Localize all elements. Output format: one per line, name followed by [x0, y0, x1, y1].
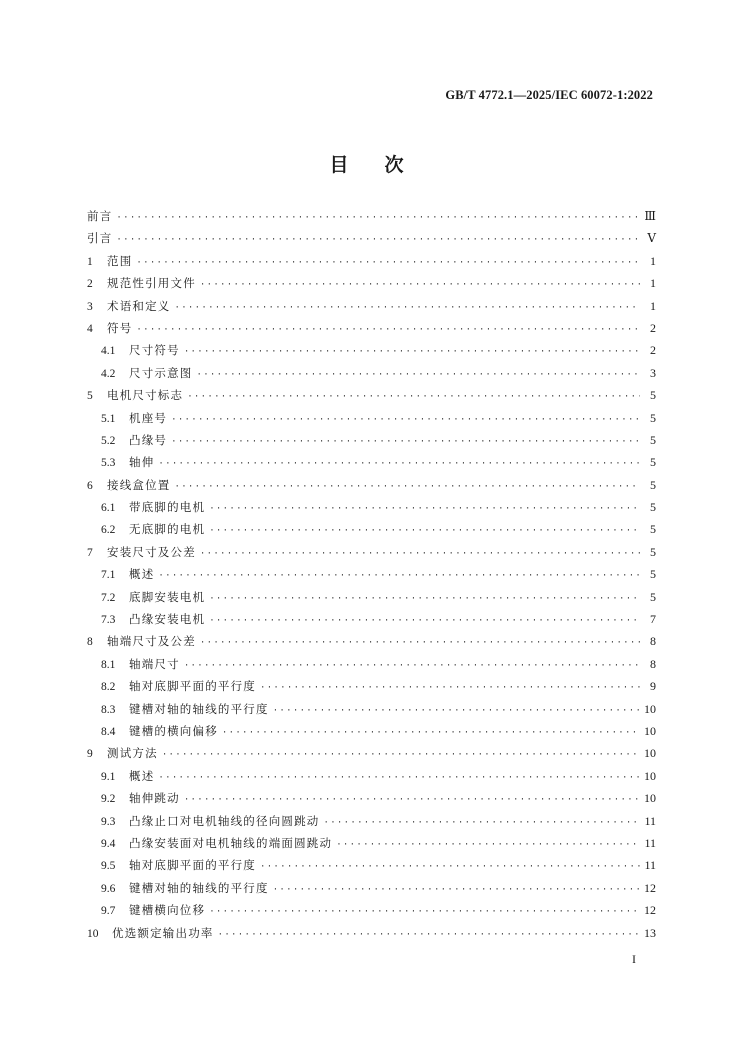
toc-entry-number: 3: [87, 300, 93, 313]
toc-dot-leader: [260, 856, 640, 878]
toc-entry-page: 2: [650, 343, 656, 358]
toc-entry-page: 1: [650, 253, 656, 268]
toc-entry-title: 安装尺寸及公差: [107, 544, 196, 559]
toc-dot-leader: [209, 520, 640, 542]
toc-dot-leader: [136, 252, 640, 274]
toc-dot-leader: [209, 498, 640, 520]
toc-entry[interactable]: [87, 877, 656, 899]
toc-entry-number: 7.1: [101, 569, 116, 582]
toc-entry-number: 6.1: [101, 502, 116, 515]
toc-entry-title: 无底脚的电机: [129, 522, 206, 537]
toc-entry-page: 11: [644, 858, 656, 873]
toc-entry-number: 5: [87, 390, 93, 403]
toc-entry-page: 7: [650, 612, 656, 627]
toc-entry[interactable]: [87, 720, 656, 742]
toc-entry[interactable]: [87, 496, 656, 518]
toc-dot-leader: [187, 386, 640, 408]
toc-entry-title: 电机尺寸标志: [107, 388, 184, 403]
document-code: GB/T 4772.1—2025/IEC 60072-1:2022: [445, 88, 653, 102]
toc-entry-number: 4.2: [101, 367, 116, 380]
toc-entry[interactable]: [87, 295, 656, 317]
toc-entry-number: 9.5: [101, 860, 116, 873]
toc-entry-title: 轴伸: [129, 455, 155, 470]
toc-entry-title: 凸缘安装电机: [129, 612, 206, 627]
toc-entry-number: 9.1: [101, 770, 116, 783]
toc-entry-title: 键槽横向位移: [129, 903, 206, 918]
table-of-contents: [87, 205, 656, 944]
toc-dot-leader: [175, 476, 641, 498]
toc-entry-title: 机座号: [129, 410, 168, 425]
toc-entry-number: 8: [87, 636, 93, 649]
toc-entry-number: 8.1: [101, 658, 116, 671]
toc-entry[interactable]: [87, 653, 656, 675]
toc-dot-leader: [200, 632, 640, 654]
toc-entry-page: 3: [650, 365, 656, 380]
toc-entry-page: 8: [650, 634, 656, 649]
toc-entry[interactable]: [87, 742, 656, 764]
toc-entry-number: 9.3: [101, 815, 116, 828]
toc-entry[interactable]: [87, 518, 656, 540]
toc-dot-leader: [336, 834, 640, 856]
toc-entry-number: 8.4: [101, 725, 116, 738]
toc-dot-leader: [200, 274, 640, 296]
toc-dot-leader: [116, 229, 640, 251]
toc-entry-title: 轴对底脚平面的平行度: [129, 858, 256, 873]
toc-entry-title: 轴伸跳动: [129, 791, 180, 806]
toc-entry[interactable]: [87, 407, 656, 429]
toc-entry[interactable]: [87, 563, 656, 585]
toc-entry[interactable]: [87, 272, 656, 294]
toc-entry-page: 5: [650, 522, 656, 537]
toc-entry[interactable]: [87, 675, 656, 697]
toc-entry-page: 13: [644, 925, 656, 940]
toc-entry-page: 12: [644, 903, 656, 918]
toc-entry-page: 1: [650, 298, 656, 313]
toc-entry-page: 10: [644, 701, 656, 716]
toc-entry-title: 凸缘安装面对电机轴线的端面圆跳动: [129, 835, 333, 850]
toc-entry-title: 轴对底脚平面的平行度: [129, 679, 256, 694]
toc-entry[interactable]: [87, 474, 656, 496]
toc-entry-page: 5: [650, 455, 656, 470]
toc-entry-number: 8.2: [101, 681, 116, 694]
toc-dot-leader: [184, 341, 640, 363]
toc-entry[interactable]: [87, 339, 656, 361]
toc-entry-page: 8: [650, 656, 656, 671]
toc-dot-leader: [273, 879, 640, 901]
toc-dot-leader: [197, 364, 641, 386]
toc-entry[interactable]: [87, 608, 656, 630]
toc-entry-page: 10: [644, 768, 656, 783]
toc-entry-number: 10: [87, 927, 99, 940]
toc-entry-title: 键槽对轴的轴线的平行度: [129, 701, 269, 716]
toc-entry[interactable]: [87, 854, 656, 876]
toc-entry-page: 5: [650, 410, 656, 425]
toc-entry-number: 7: [87, 546, 93, 559]
toc-entry-number: 4.1: [101, 345, 116, 358]
toc-entry-page: 1: [650, 276, 656, 291]
toc-entry-number: 6: [87, 479, 93, 492]
toc-entry[interactable]: [87, 227, 656, 249]
toc-entry[interactable]: [87, 451, 656, 473]
toc-entry-title: 概述: [129, 768, 155, 783]
toc-entry-title: 凸缘止口对电机轴线的径向圆跳动: [129, 813, 320, 828]
toc-entry-title: 术语和定义: [107, 298, 171, 313]
toc-entry-number: 9: [87, 748, 93, 761]
toc-entry[interactable]: [87, 832, 656, 854]
toc-entry-title: 优选额定输出功率: [112, 925, 214, 940]
toc-entry-page: 5: [650, 388, 656, 403]
toc-entry-page: 10: [644, 746, 656, 761]
toc-entry-title: 轴端尺寸及公差: [107, 634, 196, 649]
toc-dot-leader: [171, 409, 640, 431]
toc-entry-number: 7.3: [101, 614, 116, 627]
toc-entry[interactable]: [87, 899, 656, 921]
toc-entry[interactable]: [87, 384, 656, 406]
toc-entry-title: 键槽对轴的轴线的平行度: [129, 880, 269, 895]
toc-entry-page: 12: [644, 880, 656, 895]
toc-entry-number: 8.3: [101, 703, 116, 716]
toc-dot-leader: [273, 700, 640, 722]
toc-entry-page: Ⅴ: [647, 231, 656, 246]
toc-entry-page: 5: [650, 589, 656, 604]
toc-entry-number: 5.1: [101, 412, 116, 425]
toc-entry-title: 引言: [87, 231, 113, 246]
toc-entry-page: 11: [644, 813, 656, 828]
toc-entry[interactable]: [87, 250, 656, 272]
toc-entry-page: 10: [644, 791, 656, 806]
toc-entry-page: 5: [650, 432, 656, 447]
toc-entry-number: 5.2: [101, 434, 116, 447]
toc-entry-title: 范围: [107, 253, 133, 268]
toc-dot-leader: [136, 319, 640, 341]
toc-entry-title: 概述: [129, 567, 155, 582]
toc-entry[interactable]: [87, 787, 656, 809]
toc-entry-page: Ⅲ: [644, 209, 656, 223]
toc-dot-leader: [209, 610, 640, 632]
toc-entry-title: 底脚安装电机: [129, 589, 206, 604]
toc-entry-title: 接线盒位置: [107, 477, 171, 492]
toc-entry-number: 9.4: [101, 837, 116, 850]
toc-entry-title: 轴端尺寸: [129, 656, 180, 671]
page-number: I: [632, 952, 636, 966]
toc-dot-leader: [209, 901, 640, 923]
toc-dot-leader: [209, 588, 640, 610]
toc-entry[interactable]: [87, 541, 656, 563]
toc-dot-leader: [184, 655, 640, 677]
toc-entry[interactable]: [87, 586, 656, 608]
toc-entry[interactable]: [87, 205, 656, 227]
toc-entry[interactable]: [87, 429, 656, 451]
toc-dot-leader: [158, 767, 640, 789]
toc-entry-page: 9: [650, 679, 656, 694]
toc-entry-number: 7.2: [101, 591, 116, 604]
toc-entry[interactable]: [87, 630, 656, 652]
toc-entry[interactable]: [87, 698, 656, 720]
toc-entry-number: 2: [87, 278, 93, 291]
toc-dot-leader: [162, 744, 640, 766]
toc-dot-leader: [158, 565, 640, 587]
toc-dot-leader: [116, 207, 640, 229]
toc-entry-page: 5: [650, 500, 656, 515]
toc-dot-leader: [200, 543, 640, 565]
toc-dot-leader: [171, 431, 640, 453]
toc-entry[interactable]: [87, 362, 656, 384]
toc-entry[interactable]: [87, 810, 656, 832]
toc-entry-number: 9.6: [101, 882, 116, 895]
toc-entry-number: 4: [87, 322, 93, 335]
toc-entry[interactable]: [87, 765, 656, 787]
toc-entry-page: 10: [644, 723, 656, 738]
toc-dot-leader: [260, 677, 640, 699]
toc-entry-title: 规范性引用文件: [107, 276, 196, 291]
toc-entry-title: 尺寸示意图: [129, 365, 193, 380]
toc-entry[interactable]: [87, 317, 656, 339]
toc-entry-title: 前言: [87, 209, 113, 223]
toc-dot-leader: [158, 453, 640, 475]
toc-entry[interactable]: [87, 922, 656, 944]
toc-entry-title: 凸缘号: [129, 432, 168, 447]
toc-dot-leader: [184, 789, 640, 811]
toc-entry-number: 9.2: [101, 793, 116, 806]
toc-entry-title: 尺寸符号: [129, 343, 180, 358]
toc-dot-leader: [175, 297, 641, 319]
toc-entry-page: 11: [644, 835, 656, 850]
toc-entry-page: 5: [650, 477, 656, 492]
toc-entry-page: 5: [650, 544, 656, 559]
toc-dot-leader: [218, 924, 640, 946]
toc-entry-title: 符号: [107, 320, 133, 335]
toc-dot-leader: [222, 722, 640, 744]
toc-entry-page: 5: [650, 567, 656, 582]
toc-entry-number: 9.7: [101, 905, 116, 918]
toc-dot-leader: [324, 812, 641, 834]
toc-entry-page: 2: [650, 320, 656, 335]
toc-entry-number: 1: [87, 255, 93, 268]
toc-entry-title: 带底脚的电机: [129, 500, 206, 515]
toc-entry-number: 6.2: [101, 524, 116, 537]
toc-entry-title: 键槽的横向偏移: [129, 723, 218, 738]
toc-entry-number: 5.3: [101, 457, 116, 470]
toc-title: 目次: [329, 154, 440, 176]
toc-entry-title: 测试方法: [107, 746, 158, 761]
